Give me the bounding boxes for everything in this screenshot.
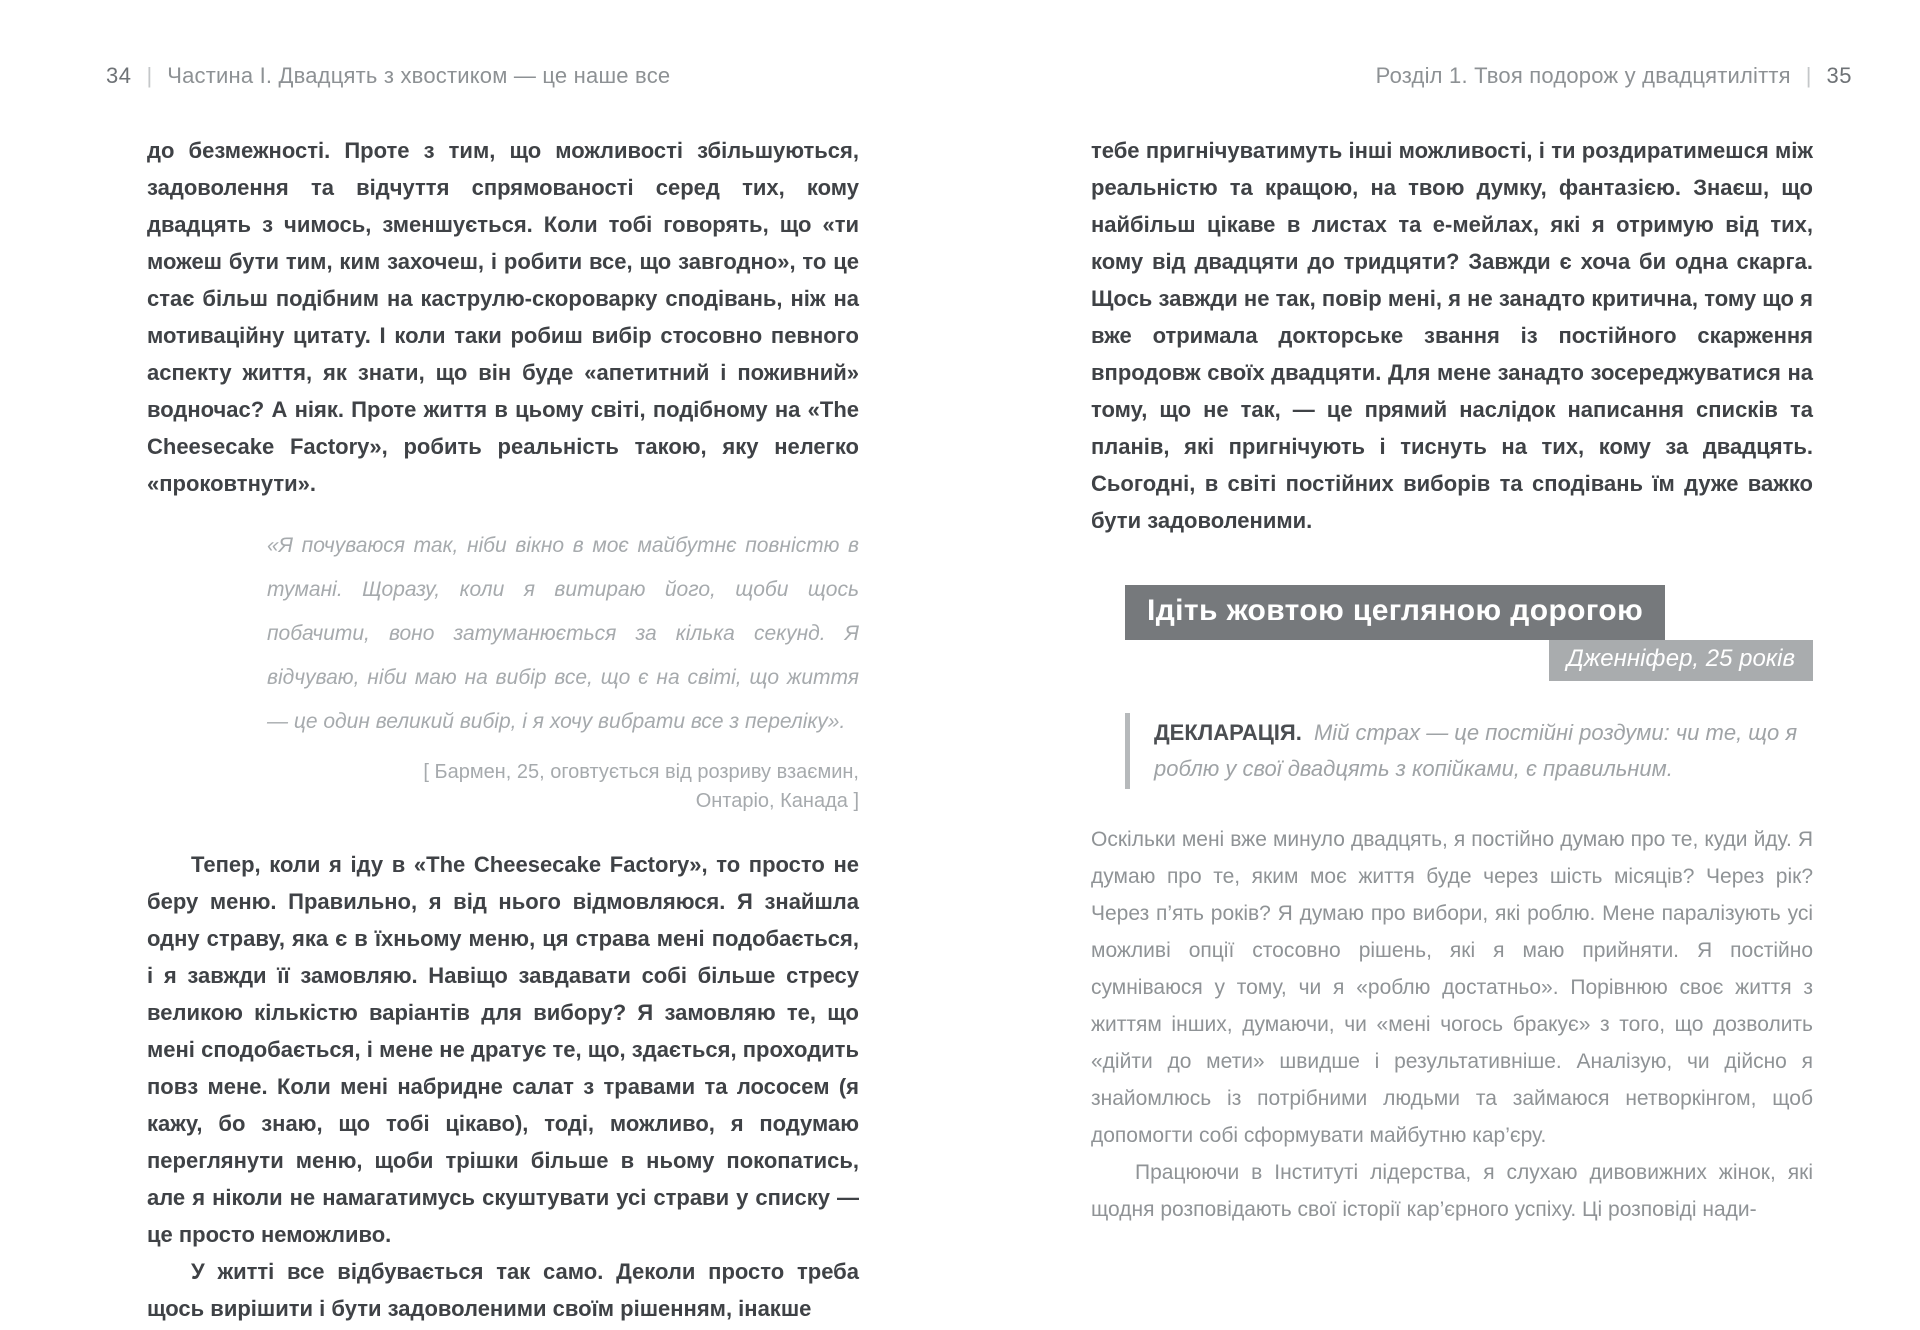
header-separator: | xyxy=(1805,63,1812,88)
paragraph: Тепер, коли я іду в «The Cheesecake Factory», то просто не беру меню. Правильно, я від нього відмовляюся. Я знайшла одну страву, яка є в їхньому меню, ця страва мені подобається, і я завжди її замовляю. Навіщо завдавати собі більше стресу великою кількістю варіантів для вибору? Я замовляю те, що мені сподобається, і мене не дратує те, що, здається, проходить повз мене. Коли мені набридне салат з травами та лососем (я кажу, бо знаю, що тобі цікаво), тоді, можливо, я подумаю переглянути меню, щоби трішки більше в ньому покопатись, але я ніколи не намагатимусь скуштувати усі страви у списку — це просто неможливо. xyxy=(147,852,859,1247)
paragraph-continued: тебе пригнічуватимуть інші можливості, і ти роздиратимешся між реальністю та кращою, на твою думку, фантазією. Знаєш, що найбільш цікаве в листах та е-мейлах, які я отримую від тих, кому від двадцяти до тридцяти? Завжди є хоча би одна скарга. Щось завжди не так, повір мені, я не занадто критична, тому що я вже отримала докторське звання із постійного скарження впродовж своїх двадцяти. Для мене занадто зосереджуватися на тому, що не так, — це прямий наслідок написання списків та планів, які пригнічують і тиснуть на тих, кому за двадцять. Сьогодні, в світі постійних виборів та сподівань їм дуже важко бути задоволеними. xyxy=(1091,138,1813,533)
left-page-header xyxy=(106,63,670,89)
right-page-body xyxy=(1091,132,1813,1228)
pull-quote: «Я почуваюся так, ніби вікно в моє майбутнє повністю в тумані. Щоразу, коли я витираю його, щоби щось побачити, воно затуманюється за кілька секунд. Я відчуваю, ніби маю на вибір все, що є на світі, що життя — це один великий вибір, і я хочу вибрати все з переліку». xyxy=(267,534,859,733)
left-page-number: 34 xyxy=(106,63,132,88)
paragraph: У житті все відбувається так само. Деколи просто треба щось вирішити і бути задоволеними своїм рішенням, інакше xyxy=(147,1259,859,1321)
quote-attribution-line: [ Бармен, 25, оговтується від розриву взаємин, xyxy=(423,761,859,783)
section-heading xyxy=(1091,585,1813,681)
declaration-text: Мій страх — це постійні роздуми: чи те, що я роблю у свої двадцять з копійками, є правильним. xyxy=(1154,720,1798,781)
declaration-block xyxy=(1125,713,1813,789)
quote-attribution xyxy=(147,758,859,816)
story-paragraph: Оскільки мені вже минуло двадцять, я постійно думаю про те, куди йду. Я думаю про те, яким моє життя буде через шість місяців? Через рік? Через п’ять років? Я думаю про вибори, які роблю. Мене паралізують усі можливі опції стосовно рішень, які я маю прийняти. Я постійно сумніваюся у тому, чи я «роблю достатньо». Порівнюю своє життя з життям інших, думаючи, чи «мені чогось бракує» з того, що дозволить «дійти до мети» швидше і результативніше. Аналізую, чи дійсно я знайомлюсь із потрібними людьми та займаюся нетворкінгом, щоб допомогти собі сформувати майбутню кар’єру. xyxy=(1091,828,1813,1147)
right-page-number: 35 xyxy=(1826,63,1852,88)
left-running-head: Частина І. Двадцять з хвостиком — це наше все xyxy=(167,63,671,88)
right-page-header xyxy=(1376,63,1852,89)
paragraph-continued: до безмежності. Проте з тим, що можливості збільшуються, задоволення та відчуття спрямованості серед тих, кому двадцять з чимось, зменшується. Коли тобі говорять, що «ти можеш бути тим, ким захочеш, і робити все, що завгодно», то це стає більш подібним на каструлю-скороварку сподівань, ніж на мотиваційну цитату. І коли таки робиш вибір стосовно певного аспекту життя, як знати, що він буде «апетитний і поживний» водночас? А ніяк. Проте життя в цьому світі, подібному на «The Cheesecake Factory», робить реальність такою, яку нелегко «проковтнути». xyxy=(147,138,859,496)
section-author: Дженніфер, 25 років xyxy=(1549,640,1813,681)
declaration-label: ДЕКЛАРАЦІЯ. xyxy=(1154,720,1302,745)
header-separator: | xyxy=(146,63,153,88)
section-title: Ідіть жовтою цегляною дорогою xyxy=(1125,585,1665,640)
quote-attribution-line: Онтаріо, Канада ] xyxy=(695,790,859,812)
left-page-body xyxy=(147,132,859,1327)
right-running-head: Розділ 1. Твоя подорож у двадцятиліття xyxy=(1375,63,1791,88)
story-paragraph: Працюючи в Інституті лідерства, я слухаю дивовижних жінок, які щодня розповідають свої історії кар’єрного успіху. Ці розповіді нади- xyxy=(1091,1161,1813,1221)
